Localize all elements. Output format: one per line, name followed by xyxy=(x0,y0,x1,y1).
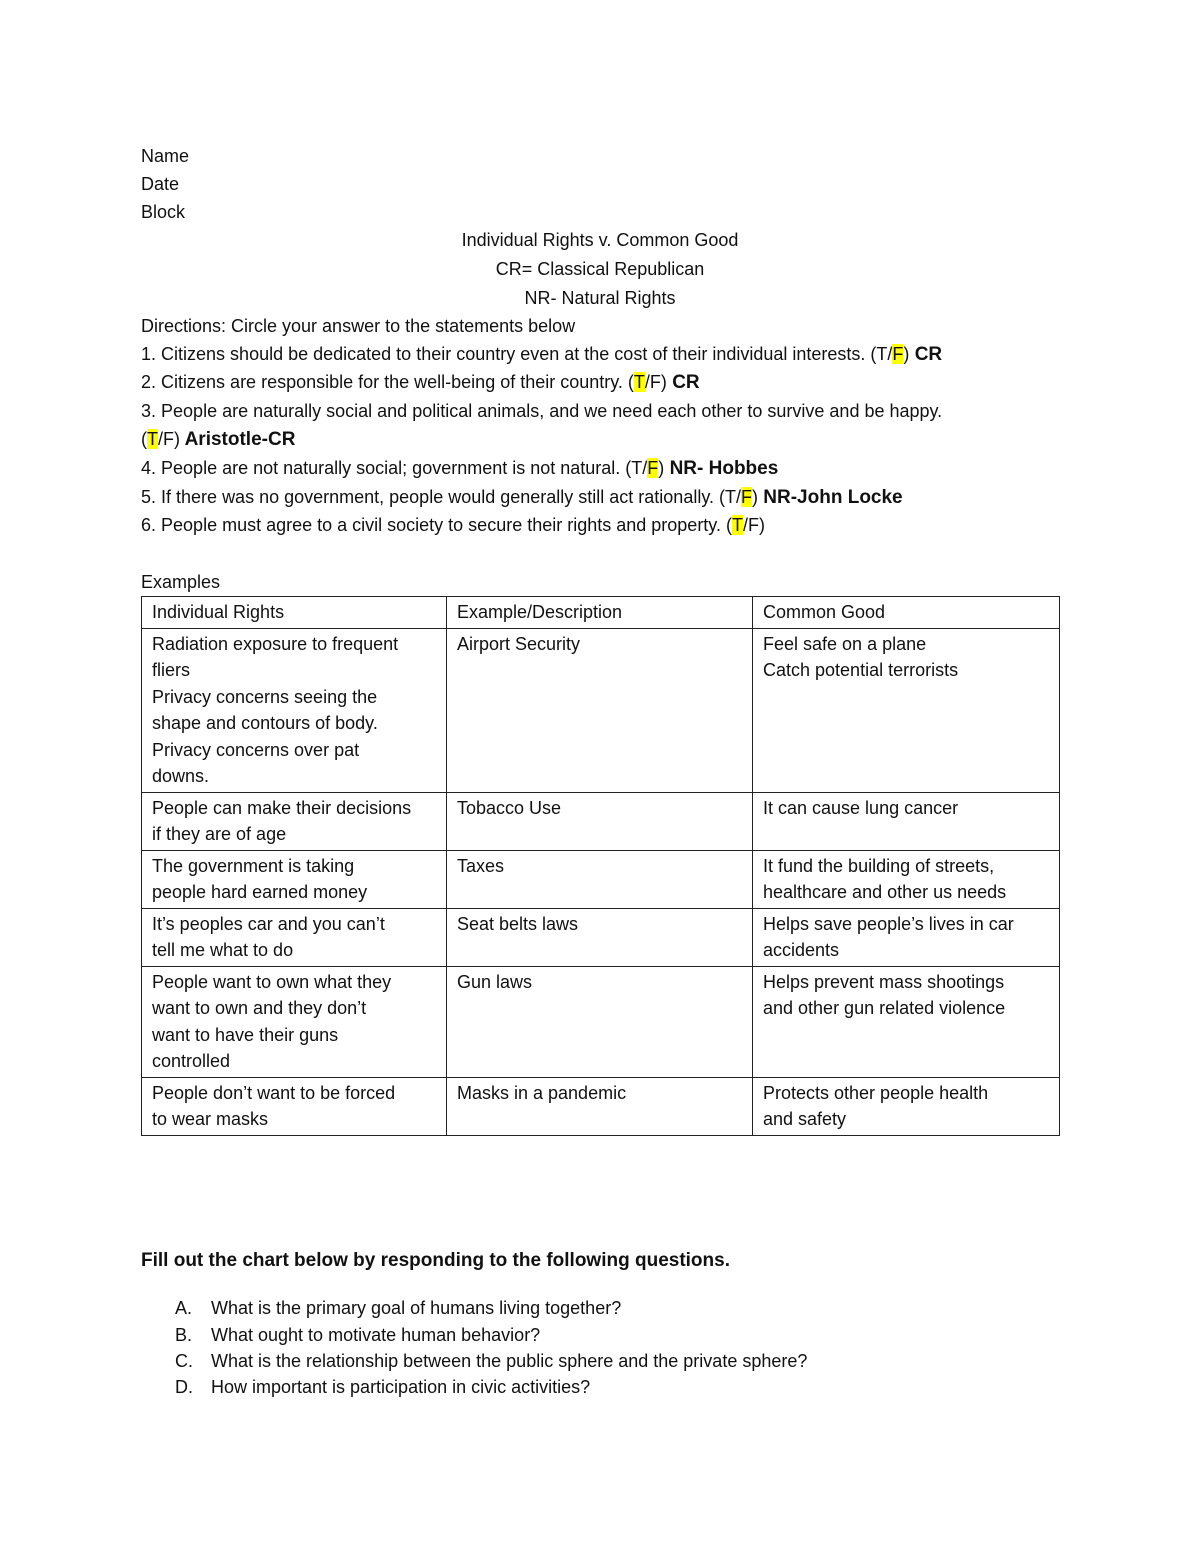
header-individual-rights: Individual Rights xyxy=(142,597,447,629)
example-cell: Airport Security xyxy=(447,628,753,792)
individual-rights-cell: People can make their decisions if they are of age xyxy=(142,792,447,850)
fill-prompt: Fill out the chart below by responding to the following questions. xyxy=(141,1250,730,1271)
date-label: Date xyxy=(141,174,180,194)
example-cell: Seat belts laws xyxy=(447,908,753,966)
cr-definition: CR= Classical Republican xyxy=(495,259,705,279)
table-row xyxy=(142,908,1060,966)
name-label: Name xyxy=(141,146,190,166)
common-good-cell: Helps prevent mass shootings and other gun related violence xyxy=(753,966,1060,1077)
example-cell: Gun laws xyxy=(447,966,753,1077)
statement-3: 3. People are naturally social and political animals, and we need each other to survive and be happy. xyxy=(141,401,943,421)
common-good-cell: It fund the building of streets, healthcare and other us needs xyxy=(753,850,1060,908)
block-label: Block xyxy=(141,202,186,222)
answer-highlight: F xyxy=(892,344,904,364)
directions: Directions: Circle your answer to the statements below xyxy=(141,316,576,336)
statement-5: 5. If there was no government, people would generally still act rationally. (T/F) NR-John Locke xyxy=(141,487,903,508)
header-example-description: Example/Description xyxy=(447,597,753,629)
header-common-good: Common Good xyxy=(753,597,1060,629)
individual-rights-cell: The government is taking people hard earned money xyxy=(142,850,447,908)
statement-tag: CR xyxy=(666,372,700,393)
table-row xyxy=(142,792,1060,850)
table-header-row xyxy=(142,597,1060,629)
statement-6: 6. People must agree to a civil society to secure their rights and property. (T/F) xyxy=(141,515,765,535)
statement-4: 4. People are not naturally social; government is not natural. (T/F) NR- Hobbes xyxy=(141,458,779,479)
statement-3-continued: (T/F) Aristotle-CR xyxy=(141,429,296,450)
statement-tag: NR-John Locke xyxy=(758,487,903,508)
question-a: A. What is the primary goal of humans living together? xyxy=(175,1298,622,1318)
common-good-cell: Feel safe on a plane Catch potential terrorists xyxy=(753,628,1060,792)
question-b: B. What ought to motivate human behavior? xyxy=(175,1325,541,1345)
examples-label: Examples xyxy=(141,572,221,592)
statement-2: 2. Citizens are responsible for the well-being of their country. (T/F) CR xyxy=(141,372,700,393)
example-cell: Taxes xyxy=(447,850,753,908)
table-row xyxy=(142,850,1060,908)
common-good-cell: It can cause lung cancer xyxy=(753,792,1060,850)
statement-1: 1. Citizens should be dedicated to their country even at the cost of their individual interests. (T/F) CR xyxy=(141,344,943,365)
example-cell: Masks in a pandemic xyxy=(447,1077,753,1135)
table-row xyxy=(142,628,1060,792)
answer-highlight: T xyxy=(731,515,743,535)
table-row xyxy=(142,1077,1060,1135)
statement-tag: CR xyxy=(909,344,943,365)
answer-highlight: T xyxy=(633,372,645,392)
table-row xyxy=(142,966,1060,1077)
examples-table xyxy=(141,596,1060,1136)
document-title: Individual Rights v. Common Good xyxy=(461,230,739,250)
question-d: D. How important is participation in civic activities? xyxy=(175,1377,591,1397)
common-good-cell: Helps save people’s lives in car accidents xyxy=(753,908,1060,966)
question-c: C. What is the relationship between the public sphere and the private sphere? xyxy=(175,1351,808,1371)
individual-rights-cell: It’s peoples car and you can’t tell me what to do xyxy=(142,908,447,966)
statement-tag: Aristotle-CR xyxy=(180,429,296,450)
individual-rights-cell: Radiation exposure to frequent fliers Privacy concerns seeing the shape and contours of body. Privacy concerns over pat downs. xyxy=(142,628,447,792)
common-good-cell: Protects other people health and safety xyxy=(753,1077,1060,1135)
example-cell: Tobacco Use xyxy=(447,792,753,850)
answer-highlight: F xyxy=(741,487,752,507)
individual-rights-cell: People want to own what they want to own and they don’t want to have their guns controlled xyxy=(142,966,447,1077)
individual-rights-cell: People don’t want to be forced to wear masks xyxy=(142,1077,447,1135)
answer-highlight: F xyxy=(647,458,659,478)
nr-definition: NR- Natural Rights xyxy=(524,288,676,308)
answer-highlight: T xyxy=(147,429,158,449)
statement-tag: NR- Hobbes xyxy=(664,458,779,479)
